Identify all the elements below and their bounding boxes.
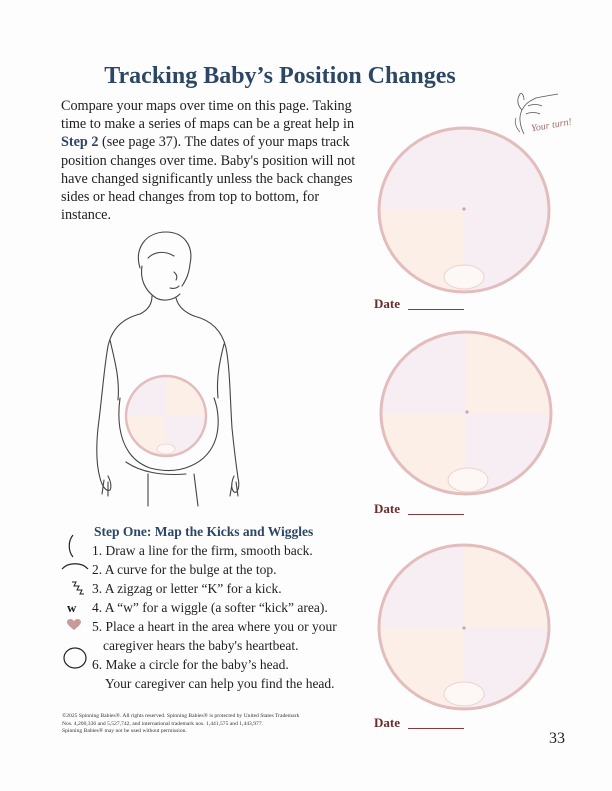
w-icon: w xyxy=(67,600,77,615)
back-line-icon xyxy=(66,533,76,559)
heart-icon xyxy=(67,619,81,631)
page-title: Tracking Baby’s Position Changes xyxy=(104,63,456,89)
position-map-3[interactable] xyxy=(375,541,553,713)
page-number: 33 xyxy=(549,730,565,747)
your-turn-label: Your turn! xyxy=(530,116,573,135)
intro-paragraph xyxy=(61,97,361,224)
intro-text-end: (see page 37). The dates of your maps track position changes over time. Baby's position will not have changed significantly unless the back changes sides or head changes from top to bottom, for instance. xyxy=(61,134,356,224)
position-map-1[interactable] xyxy=(375,124,553,296)
date-field-3[interactable] xyxy=(374,715,464,731)
footer-line: Nos. 4,200,336 and 5,527,742, and international trademark nos. 1,441,575 and 1,443,977. xyxy=(62,720,264,727)
zigzag-icon xyxy=(70,580,86,596)
date-line xyxy=(408,728,464,729)
step-item-5-cont: caregiver hears the baby's heartbeat. xyxy=(103,638,299,653)
intro-step-link: Step 2 xyxy=(61,134,99,151)
intro-text-start: Compare your maps over time on this page. Taking time to make a series of maps can be a great help in xyxy=(61,98,355,133)
date-field-1[interactable] xyxy=(374,296,464,312)
date-line xyxy=(408,309,464,310)
steps-heading: Step One: Map the Kicks and Wiggles xyxy=(94,524,314,539)
step-item-6: 6. Make a circle for the baby’s head. xyxy=(92,657,289,672)
date-label: Date xyxy=(374,296,400,311)
step-item-4: 4. A “w” for a wiggle (a softer “kick” area). xyxy=(92,600,328,615)
step-item-6-cont: Your caregiver can help you find the head. xyxy=(105,676,335,691)
footer-line: ©2025 Spinning Babies®. All rights reserved. Spinning Babies® is protected by United States Trademark xyxy=(62,713,300,719)
date-label: Date xyxy=(374,715,400,730)
step-item-2: 2. A curve for the bulge at the top. xyxy=(92,562,277,577)
date-label: Date xyxy=(374,501,400,516)
step-item-1: 1. Draw a line for the firm, smooth back. xyxy=(92,543,313,558)
position-map-2[interactable] xyxy=(377,328,555,498)
date-field-2[interactable] xyxy=(374,501,464,517)
bulge-curve-icon xyxy=(60,560,90,572)
step-item-3: 3. A zigzag or letter “K” for a kick. xyxy=(92,581,282,596)
copyright-footer xyxy=(62,713,352,736)
head-circle-icon xyxy=(62,646,90,670)
footer-line: Spinning Babies® may not be used without permission. xyxy=(62,728,187,734)
date-line xyxy=(408,514,464,515)
pregnant-woman-illustration xyxy=(90,228,260,508)
step-item-5: 5. Place a heart in the area where you or your xyxy=(92,619,337,634)
